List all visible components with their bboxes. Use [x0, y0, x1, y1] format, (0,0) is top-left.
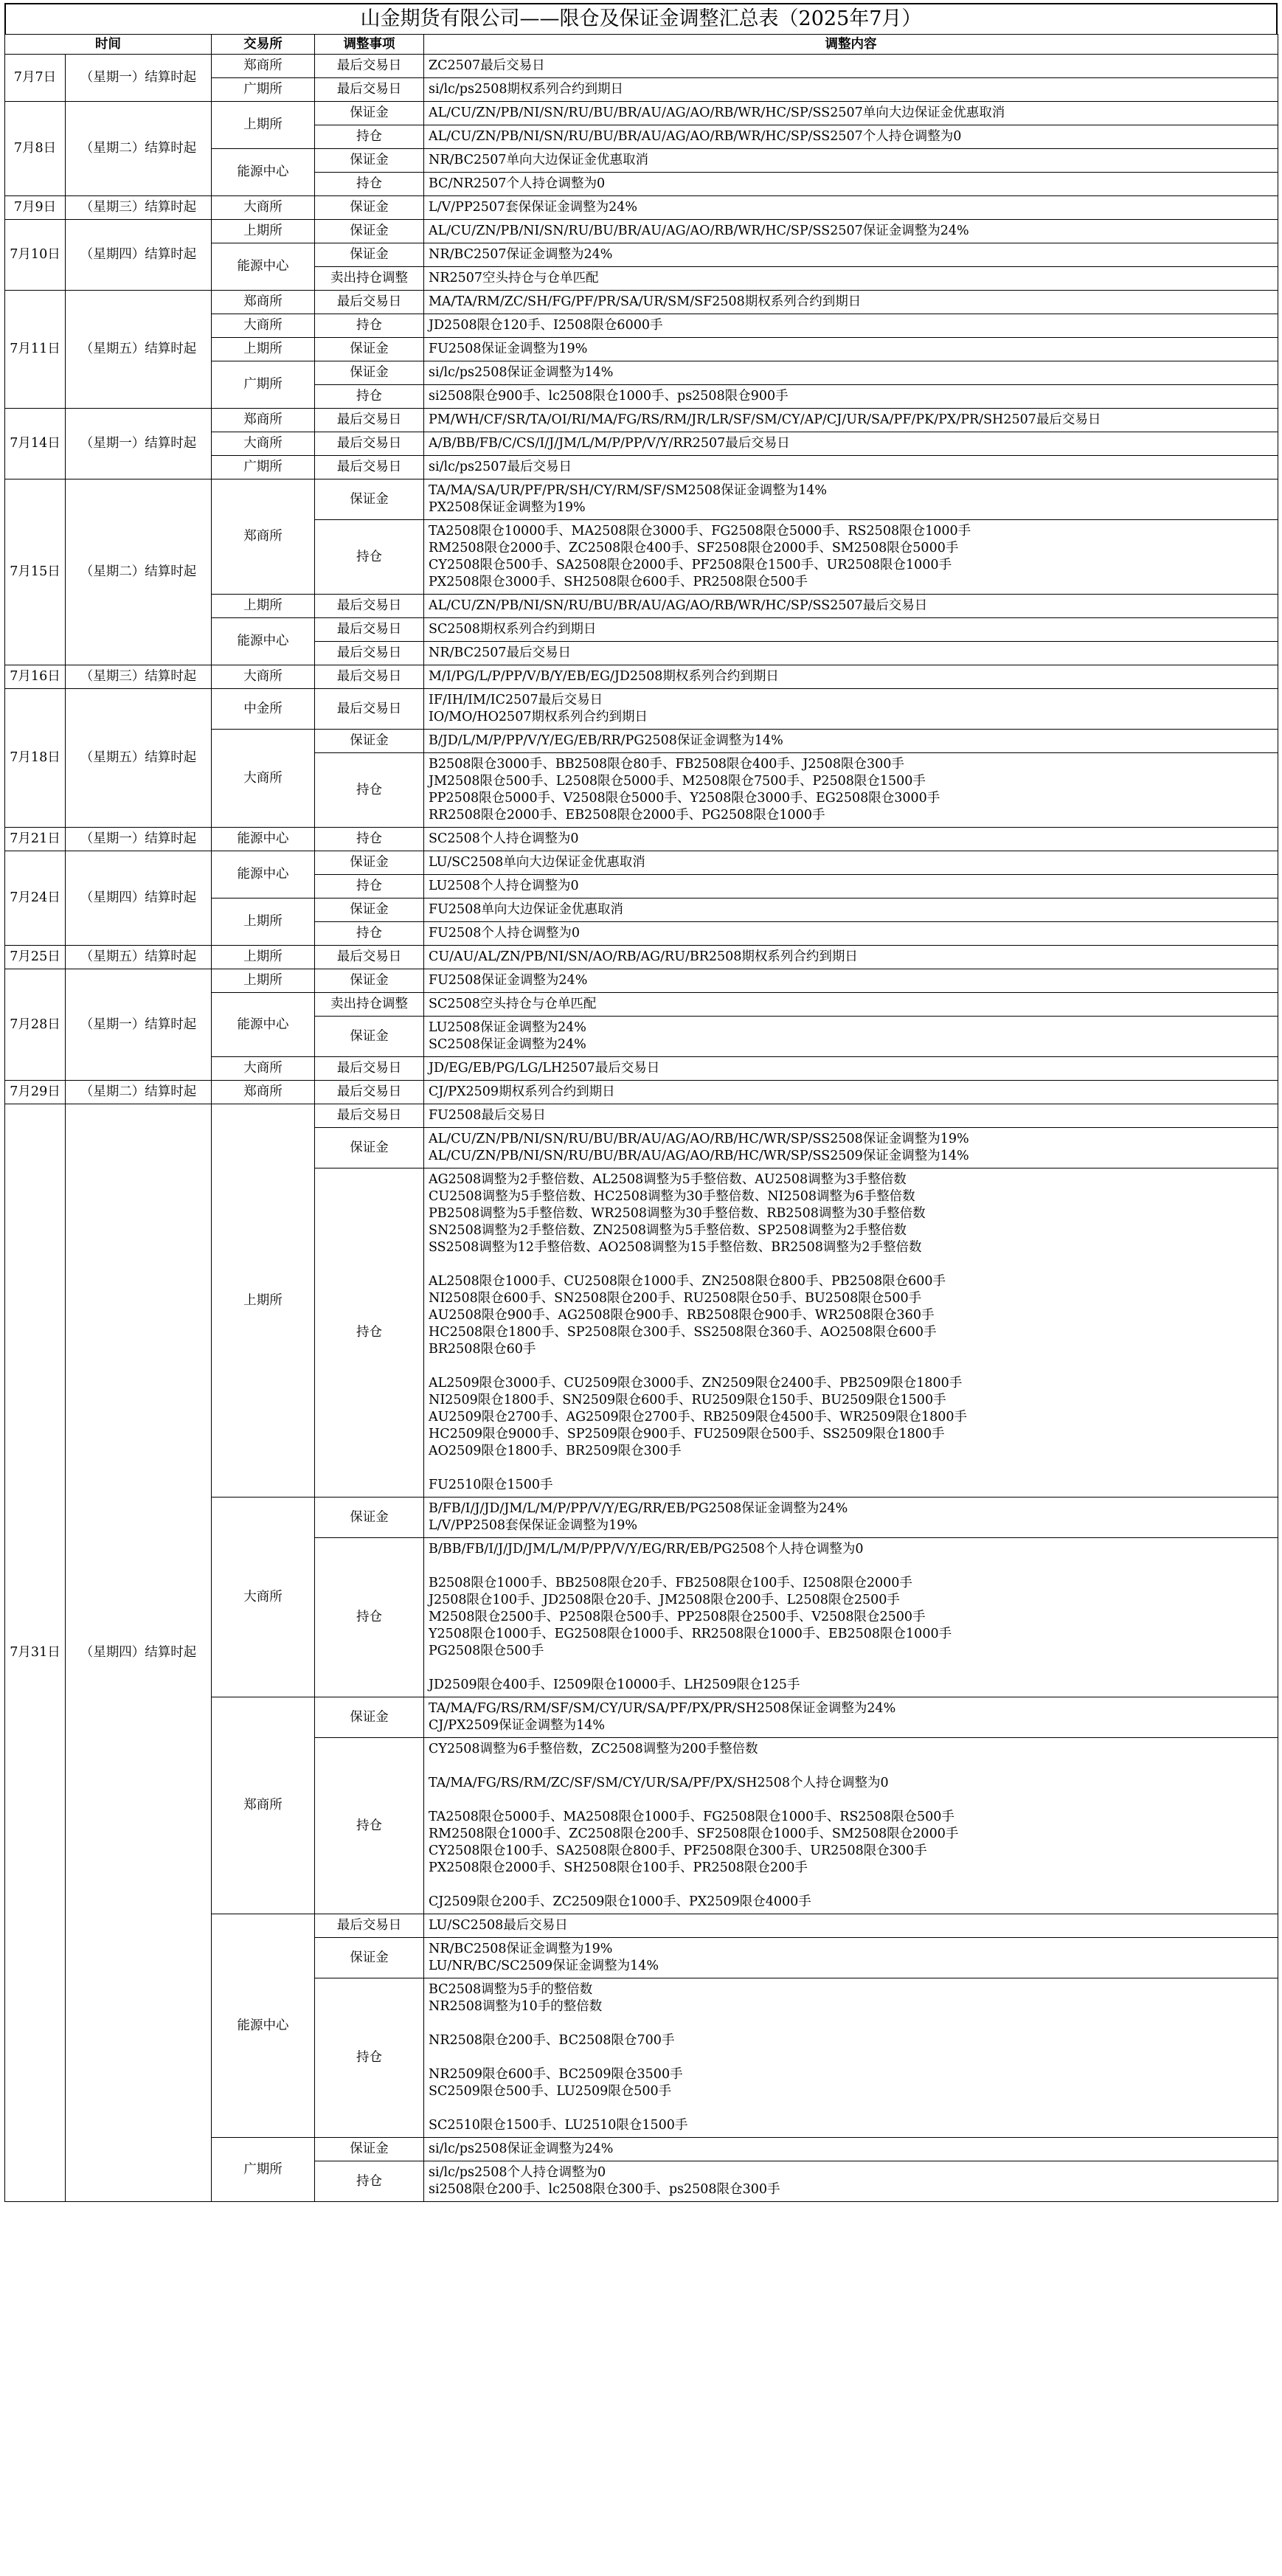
table-row — [5, 851, 1278, 875]
content-cell: SC2508个人持仓调整为0 — [424, 828, 1278, 851]
adjustment-table — [4, 34, 1278, 2202]
date-cell: 7月16日 — [5, 665, 66, 689]
exchange-cell: 上期所 — [212, 969, 315, 993]
exchange-cell: 上期所 — [212, 946, 315, 969]
exchange-cell: 上期所 — [212, 1104, 315, 1498]
content-cell: FU2508个人持仓调整为0 — [424, 922, 1278, 946]
item-cell: 持仓 — [315, 1168, 424, 1498]
item-cell: 卖出持仓调整 — [315, 267, 424, 291]
exchange-cell: 大商所 — [212, 196, 315, 220]
content-cell: NR/BC2507最后交易日 — [424, 642, 1278, 665]
header-row — [5, 35, 1278, 55]
item-cell: 保证金 — [315, 243, 424, 267]
content-cell: CU/AU/AL/ZN/PB/NI/SN/AO/RB/AG/RU/BR2508期权系列合约到期日 — [424, 946, 1278, 969]
item-cell: 保证金 — [315, 102, 424, 125]
item-cell: 持仓 — [315, 125, 424, 149]
content-cell: B/JD/L/M/P/PP/V/Y/EG/EB/RR/PG2508保证金调整为14% — [424, 730, 1278, 753]
content-cell: LU2508保证金调整为24% SC2508保证金调整为24% — [424, 1017, 1278, 1057]
item-cell: 最后交易日 — [315, 1914, 424, 1938]
content-cell: FU2508保证金调整为19% — [424, 338, 1278, 361]
exchange-cell: 郑商所 — [212, 479, 315, 595]
exchange-cell: 能源中心 — [212, 1914, 315, 2138]
content-cell: B/FB/I/J/JD/JM/L/M/P/PP/V/Y/EG/RR/EB/PG2508保证金调整为24% L/V/PP2508套保保证金调整为19% — [424, 1498, 1278, 1538]
item-cell: 保证金 — [315, 730, 424, 753]
content-cell: si/lc/ps2508保证金调整为14% — [424, 361, 1278, 385]
exchange-cell: 郑商所 — [212, 55, 315, 78]
content-cell: BC2508调整为5手的整倍数 NR2508调整为10手的整倍数 NR2508限仓200手、BC2508限仓700手 NR2509限仓600手、BC2509限仓3500手 SC2509限仓500手、LU2509限仓500手 SC2510限仓1500手、LU2510限仓1500手 — [424, 1978, 1278, 2138]
exchange-cell: 能源中心 — [212, 828, 315, 851]
exchange-cell: 上期所 — [212, 220, 315, 243]
item-cell: 最后交易日 — [315, 409, 424, 432]
table-row — [5, 55, 1278, 78]
content-cell: TA/MA/FG/RS/RM/SF/SM/CY/UR/SA/PF/PX/PR/SH2508保证金调整为24% CJ/PX2509保证金调整为14% — [424, 1697, 1278, 1738]
item-cell: 最后交易日 — [315, 1104, 424, 1128]
item-cell: 最后交易日 — [315, 1057, 424, 1081]
date-cell: 7月28日 — [5, 969, 66, 1081]
item-cell: 最后交易日 — [315, 78, 424, 102]
item-cell: 保证金 — [315, 338, 424, 361]
date-cell: 7月10日 — [5, 220, 66, 291]
item-cell: 保证金 — [315, 969, 424, 993]
weekday-cell: （星期一）结算时起 — [66, 969, 212, 1081]
content-cell: SC2508期权系列合约到期日 — [424, 618, 1278, 642]
item-cell: 最后交易日 — [315, 665, 424, 689]
exchange-cell: 大商所 — [212, 432, 315, 456]
item-cell: 保证金 — [315, 851, 424, 875]
exchange-cell: 上期所 — [212, 595, 315, 618]
table-row — [5, 969, 1278, 993]
weekday-cell: （星期二）结算时起 — [66, 102, 212, 196]
header-item: 调整事项 — [315, 35, 424, 55]
exchange-cell: 郑商所 — [212, 1697, 315, 1914]
date-cell: 7月29日 — [5, 1081, 66, 1104]
content-cell: si/lc/ps2508保证金调整为24% — [424, 2138, 1278, 2161]
item-cell: 保证金 — [315, 1697, 424, 1738]
exchange-cell: 广期所 — [212, 2138, 315, 2202]
date-cell: 7月7日 — [5, 55, 66, 102]
content-cell: CJ/PX2509期权系列合约到期日 — [424, 1081, 1278, 1104]
content-cell: NR/BC2508保证金调整为19% LU/NR/BC/SC2509保证金调整为14% — [424, 1938, 1278, 1978]
content-cell: LU/SC2508最后交易日 — [424, 1914, 1278, 1938]
weekday-cell: （星期三）结算时起 — [66, 196, 212, 220]
item-cell: 持仓 — [315, 1538, 424, 1697]
item-cell: 保证金 — [315, 479, 424, 520]
item-cell: 保证金 — [315, 361, 424, 385]
item-cell: 持仓 — [315, 753, 424, 828]
item-cell: 卖出持仓调整 — [315, 993, 424, 1017]
content-cell: LU/SC2508单向大边保证金优惠取消 — [424, 851, 1278, 875]
content-cell: si/lc/ps2508期权系列合约到期日 — [424, 78, 1278, 102]
content-cell: MA/TA/RM/ZC/SH/FG/PF/PR/SA/UR/SM/SF2508期权系列合约到期日 — [424, 291, 1278, 314]
item-cell: 保证金 — [315, 149, 424, 173]
content-cell: NR/BC2507单向大边保证金优惠取消 — [424, 149, 1278, 173]
content-cell: B/BB/FB/I/J/JD/JM/L/M/P/PP/V/Y/EG/RR/EB/PG2508个人持仓调整为0 B2508限仓1000手、BB2508限仓20手、FB2508限仓100手、I2508限仓2000手 J2508限仓100手、JD2508限仓20手、JM2508限仓200手、L2508限仓2500手 M2508限仓2500手、P2508限仓500手、PP2508限仓2500手、V2508限仓2500手 Y2508限仓1000手、EG2508限仓1000手、RR2508限仓1000手、EB2508限仓1000手 PG2508限仓500手 JD2509限仓400手、I2509限仓10000手、LH2509限仓125手 — [424, 1538, 1278, 1697]
table-row — [5, 946, 1278, 969]
weekday-cell: （星期四）结算时起 — [66, 1104, 212, 2202]
content-cell: si/lc/ps2507最后交易日 — [424, 456, 1278, 479]
exchange-cell: 能源中心 — [212, 243, 315, 291]
item-cell: 最后交易日 — [315, 1081, 424, 1104]
item-cell: 最后交易日 — [315, 456, 424, 479]
exchange-cell: 大商所 — [212, 314, 315, 338]
table-row — [5, 1081, 1278, 1104]
exchange-cell: 广期所 — [212, 78, 315, 102]
table-row — [5, 479, 1278, 520]
item-cell: 持仓 — [315, 520, 424, 595]
item-cell: 保证金 — [315, 2138, 424, 2161]
exchange-cell: 郑商所 — [212, 409, 315, 432]
item-cell: 保证金 — [315, 1017, 424, 1057]
item-cell: 持仓 — [315, 875, 424, 899]
exchange-cell: 大商所 — [212, 1498, 315, 1697]
exchange-cell: 郑商所 — [212, 1081, 315, 1104]
date-cell: 7月9日 — [5, 196, 66, 220]
exchange-cell: 郑商所 — [212, 291, 315, 314]
exchange-cell: 上期所 — [212, 338, 315, 361]
table-row — [5, 1104, 1278, 1128]
exchange-cell: 能源中心 — [212, 993, 315, 1057]
item-cell: 保证金 — [315, 1938, 424, 1978]
content-cell: M/I/PG/L/P/PP/V/B/Y/EB/EG/JD2508期权系列合约到期日 — [424, 665, 1278, 689]
content-cell: NR2507空头持仓与仓单匹配 — [424, 267, 1278, 291]
exchange-cell: 中金所 — [212, 689, 315, 730]
exchange-cell: 大商所 — [212, 730, 315, 828]
table-row — [5, 689, 1278, 730]
content-cell: FU2508保证金调整为24% — [424, 969, 1278, 993]
date-cell: 7月15日 — [5, 479, 66, 665]
content-cell: TA2508限仓10000手、MA2508限仓3000手、FG2508限仓5000手、RS2508限仓1000手 RM2508限仓2000手、ZC2508限仓400手、SF2508限仓2000手、SM2508限仓5000手 CY2508限仓500手、SA2508限仓2000手、PF2508限仓1500手、UR2508限仓1000手 PX2508限仓3000手、SH2508限仓600手、PR2508限仓500手 — [424, 520, 1278, 595]
exchange-cell: 上期所 — [212, 899, 315, 946]
item-cell: 持仓 — [315, 173, 424, 196]
weekday-cell: （星期五）结算时起 — [66, 946, 212, 969]
date-cell: 7月14日 — [5, 409, 66, 479]
table-row — [5, 102, 1278, 125]
weekday-cell: （星期四）结算时起 — [66, 851, 212, 946]
content-cell: TA/MA/SA/UR/PF/PR/SH/CY/RM/SF/SM2508保证金调整为14% PX2508保证金调整为19% — [424, 479, 1278, 520]
table-row — [5, 196, 1278, 220]
weekday-cell: （星期一）结算时起 — [66, 828, 212, 851]
header-exchange: 交易所 — [212, 35, 315, 55]
content-cell: BC/NR2507个人持仓调整为0 — [424, 173, 1278, 196]
exchange-cell: 大商所 — [212, 665, 315, 689]
weekday-cell: （星期一）结算时起 — [66, 55, 212, 102]
item-cell: 保证金 — [315, 1498, 424, 1538]
table-row — [5, 828, 1278, 851]
content-cell: IF/IH/IM/IC2507最后交易日 IO/MO/HO2507期权系列合约到期日 — [424, 689, 1278, 730]
content-cell: FU2508最后交易日 — [424, 1104, 1278, 1128]
exchange-cell: 大商所 — [212, 1057, 315, 1081]
header-time: 时间 — [5, 35, 212, 55]
item-cell: 保证金 — [315, 220, 424, 243]
date-cell: 7月11日 — [5, 291, 66, 409]
item-cell: 保证金 — [315, 1128, 424, 1168]
table-row — [5, 291, 1278, 314]
item-cell: 最后交易日 — [315, 432, 424, 456]
content-cell: si2508限仓900手、lc2508限仓1000手、ps2508限仓900手 — [424, 385, 1278, 409]
item-cell: 最后交易日 — [315, 618, 424, 642]
content-cell: LU2508个人持仓调整为0 — [424, 875, 1278, 899]
weekday-cell: （星期五）结算时起 — [66, 689, 212, 828]
content-cell: PM/WH/CF/SR/TA/OI/RI/MA/FG/RS/RM/JR/LR/SF/SM/CY/AP/CJ/UR/SA/PF/PK/PX/PR/SH2507最后交易日 — [424, 409, 1278, 432]
content-cell: AL/CU/ZN/PB/NI/SN/RU/BU/BR/AU/AG/AO/RB/HC/WR/SP/SS2508保证金调整为19% AL/CU/ZN/PB/NI/SN/RU/BU/BR/AU/AG/AO/RB/HC/WR/SP/SS2509保证金调整为14% — [424, 1128, 1278, 1168]
content-cell: A/B/BB/FB/C/CS/I/J/JM/L/M/P/PP/V/Y/RR2507最后交易日 — [424, 432, 1278, 456]
date-cell: 7月21日 — [5, 828, 66, 851]
content-cell: AL/CU/ZN/PB/NI/SN/RU/BU/BR/AU/AG/AO/RB/WR/HC/SP/SS2507保证金调整为24% — [424, 220, 1278, 243]
content-cell: AL/CU/ZN/PB/NI/SN/RU/BU/BR/AU/AG/AO/RB/WR/HC/SP/SS2507单向大边保证金优惠取消 — [424, 102, 1278, 125]
content-cell: AG2508调整为2手整倍数、AL2508调整为5手整倍数、AU2508调整为3手整倍数 CU2508调整为5手整倍数、HC2508调整为30手整倍数、NI2508调整为6手整倍数 PB2508调整为5手整倍数、WR2508调整为30手整倍数、RB2508调整为30手整倍数 SN2508调整为2手整倍数、ZN2508调整为5手整倍数、SP2508调整为2手整倍数 SS2508调整为12手整倍数、AO2508调整为15手整倍数、BR2508调整为2手整倍数 AL2508限仓1000手、CU2508限仓1000手、ZN2508限仓800手、PB2508限仓600手 NI2508限仓600手、SN2508限仓200手、RU2508限仓50手、BU2508限仓500手 AU2508限仓900手、AG2508限仓900手、RB2508限仓900手、WR2508限仓360手 HC2508限仓1800手、SP2508限仓300手、SS2508限仓360手、AO2508限仓600手 BR2508限仓60手 AL2509限仓3000手、CU2509限仓3000手、ZN2509限仓2400手、PB2509限仓1800手 NI2509限仓1800手、SN2509限仓600手、RU2509限仓150手、BU2509限仓1500手 AU2509限仓2700手、AG2509限仓2700手、RB2509限仓4500手、WR2509限仓1800手 HC2509限仓9000手、SP2509限仓900手、FU2509限仓500手、SS2509限仓1800手 AO2509限仓1800手、BR2509限仓300手 FU2510限仓1500手 — [424, 1168, 1278, 1498]
date-cell: 7月8日 — [5, 102, 66, 196]
content-cell: si/lc/ps2508个人持仓调整为0 si2508限仓200手、lc2508限仓300手、ps2508限仓300手 — [424, 2161, 1278, 2202]
exchange-cell: 上期所 — [212, 102, 315, 149]
item-cell: 最后交易日 — [315, 291, 424, 314]
content-cell: SC2508空头持仓与仓单匹配 — [424, 993, 1278, 1017]
date-cell: 7月31日 — [5, 1104, 66, 2202]
item-cell: 最后交易日 — [315, 946, 424, 969]
table-row — [5, 665, 1278, 689]
item-cell: 持仓 — [315, 385, 424, 409]
weekday-cell: （星期五）结算时起 — [66, 291, 212, 409]
item-cell: 持仓 — [315, 1738, 424, 1914]
weekday-cell: （星期一）结算时起 — [66, 409, 212, 479]
exchange-cell: 广期所 — [212, 456, 315, 479]
summary-sheet — [4, 3, 1278, 2202]
weekday-cell: （星期二）结算时起 — [66, 1081, 212, 1104]
exchange-cell: 广期所 — [212, 361, 315, 409]
header-content: 调整内容 — [424, 35, 1278, 55]
exchange-cell: 能源中心 — [212, 149, 315, 196]
content-cell: AL/CU/ZN/PB/NI/SN/RU/BU/BR/AU/AG/AO/RB/WR/HC/SP/SS2507个人持仓调整为0 — [424, 125, 1278, 149]
exchange-cell: 能源中心 — [212, 851, 315, 899]
item-cell: 最后交易日 — [315, 689, 424, 730]
date-cell: 7月24日 — [5, 851, 66, 946]
item-cell: 持仓 — [315, 2161, 424, 2202]
item-cell: 保证金 — [315, 899, 424, 922]
content-cell: FU2508单向大边保证金优惠取消 — [424, 899, 1278, 922]
content-cell: JD/EG/EB/PG/LG/LH2507最后交易日 — [424, 1057, 1278, 1081]
content-cell: CY2508调整为6手整倍数，ZC2508调整为200手整倍数 TA/MA/FG/RS/RM/ZC/SF/SM/CY/UR/SA/PF/PX/SH2508个人持仓调整为0 TA2508限仓5000手、MA2508限仓1000手、FG2508限仓1000手、RS2508限仓500手 RM2508限仓1000手、ZC2508限仓200手、SF2508限仓1000手、SM2508限仓2000手 CY2508限仓100手、SA2508限仓800手、PF2508限仓300手、UR2508限仓300手 PX2508限仓2000手、SH2508限仓100手、PR2508限仓200手 CJ2509限仓200手、ZC2509限仓1000手、PX2509限仓4000手 — [424, 1738, 1278, 1914]
exchange-cell: 能源中心 — [212, 618, 315, 665]
weekday-cell: （星期三）结算时起 — [66, 665, 212, 689]
content-cell: ZC2507最后交易日 — [424, 55, 1278, 78]
item-cell: 最后交易日 — [315, 595, 424, 618]
date-cell: 7月18日 — [5, 689, 66, 828]
content-cell: JD2508限仓120手、I2508限仓6000手 — [424, 314, 1278, 338]
content-cell: NR/BC2507保证金调整为24% — [424, 243, 1278, 267]
weekday-cell: （星期二）结算时起 — [66, 479, 212, 665]
item-cell: 最后交易日 — [315, 55, 424, 78]
table-row — [5, 220, 1278, 243]
content-cell: B2508限仓3000手、BB2508限仓80手、FB2508限仓400手、J2508限仓300手 JM2508限仓500手、L2508限仓5000手、M2508限仓7500手、P2508限仓1500手 PP2508限仓5000手、V2508限仓5000手、Y2508限仓3000手、EG2508限仓3000手 RR2508限仓2000手、EB2508限仓2000手、PG2508限仓1000手 — [424, 753, 1278, 828]
item-cell: 持仓 — [315, 1978, 424, 2138]
weekday-cell: （星期四）结算时起 — [66, 220, 212, 291]
content-cell: L/V/PP2507套保保证金调整为24% — [424, 196, 1278, 220]
page-title: 山金期货有限公司——限仓及保证金调整汇总表（2025年7月） — [4, 3, 1278, 34]
item-cell: 持仓 — [315, 828, 424, 851]
item-cell: 持仓 — [315, 922, 424, 946]
date-cell: 7月25日 — [5, 946, 66, 969]
item-cell: 最后交易日 — [315, 642, 424, 665]
item-cell: 持仓 — [315, 314, 424, 338]
table-row — [5, 409, 1278, 432]
content-cell: AL/CU/ZN/PB/NI/SN/RU/BU/BR/AU/AG/AO/RB/WR/HC/SP/SS2507最后交易日 — [424, 595, 1278, 618]
item-cell: 保证金 — [315, 196, 424, 220]
